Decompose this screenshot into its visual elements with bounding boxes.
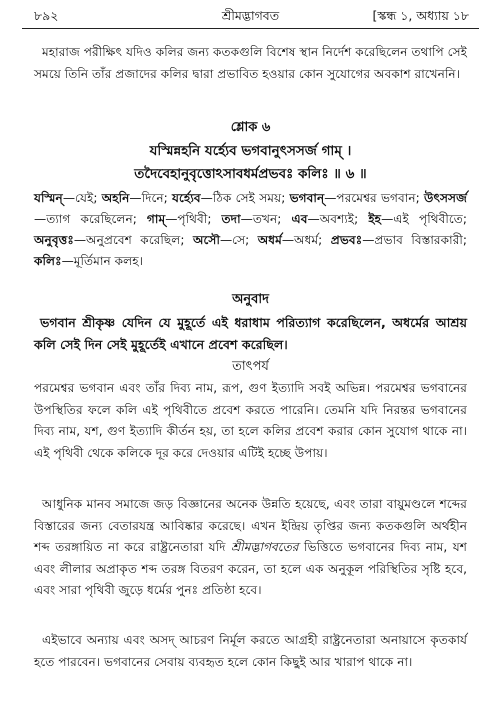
page-number: ৮৯২ <box>34 8 59 23</box>
synonym-meaning: —অনুপ্রবেশ করেছিল; <box>73 233 193 247</box>
chapter-reference: [স্কন্ধ ১, অধ্যায় ১৮ <box>372 8 469 23</box>
synonym-meaning: —সে; <box>219 233 258 247</box>
synonym-word: ইহ <box>368 212 382 226</box>
synonym-meaning: —প্রভাব বিস্তারকারী; <box>362 233 467 247</box>
translation-text: ভগবান শ্রীকৃষ্ণ যেদিন যে মুহূর্তে এই ধরাধাম পরিত্যাগ করেছিলেন, অধর্মের আশ্রয় কলি সেই দিন সেই মুহূর্তেই এখানে প্রবেশ করেছিল। <box>34 315 467 352</box>
purport-paragraph-2 <box>34 494 467 602</box>
synonym-word: কলিঃ <box>34 254 62 268</box>
synonym-word: অধর্ম <box>257 233 282 247</box>
synonym-meaning: —ঠিক সেই সময়; <box>200 191 290 205</box>
purport-paragraph-2-part-a: আধুনিক মানব সমাজে জড় বিজ্ঞানের অনেক উন্নতি হয়েছে, এবং তারা বায়ুমণ্ডলে শব্দের বিস্তারের জন্য বেতারযন্ত্র আবিষ্কার করেছে। এখন ইন্দ্রিয় তৃপ্তির জন্য কতকগুলি অর্থহীন শব্দ তরঙ্গায়িত না করে রাষ্ট্রনেতারা যদি <box>34 497 467 554</box>
header-divider <box>22 28 479 29</box>
book-title: শ্রীমদ্ভাগবত <box>221 8 280 23</box>
synonym-word: যর্হ্যেব <box>172 191 201 205</box>
bhagavatam-reference: শ্রীমদ্ভাগবতের <box>231 540 299 554</box>
synonym-word: তদা <box>221 212 241 226</box>
intro-paragraph: মহারাজ পরীক্ষিৎ যদিও কলির জন্য কতকগুলি বিশেষ স্থান নির্দেশ করেছিলেন তথাপি সেই সময়ে তিনি তাঁর প্রজাদের কলির দ্বারা প্রভাবিত হওয়ার কোন সুযোগের অবকাশ রাখেননি। <box>34 45 467 81</box>
synonym-meaning: —যেই; <box>62 191 102 205</box>
synonym-meaning: —পৃথিবী; <box>165 212 222 226</box>
synonym-meaning: —এই পৃথিবীতে; <box>381 212 468 226</box>
verse-line-1: যস্মিন্নহনি যর্হ্যেব ভগবানুৎসসর্জ গাম্ । <box>149 143 352 159</box>
synonym-word: যস্মিন্ <box>34 191 63 205</box>
synonym-word: প্রভবঃ <box>330 233 363 247</box>
synonym-word: অসৌ <box>192 233 220 247</box>
synonym-meaning: —ত্যাগ করেছিলেন; <box>34 212 147 226</box>
synonym-word: অহনি <box>101 191 130 205</box>
synonym-meaning: —দিনে; <box>129 191 173 205</box>
synonym-meaning: —তখন; <box>240 212 292 226</box>
translation-title: অনুবাদ <box>232 292 269 307</box>
synonyms-paragraph <box>34 188 467 272</box>
page-header <box>22 8 479 26</box>
synonym-meaning: —অধর্ম; <box>281 233 331 247</box>
purport-title: তাৎপর্য <box>232 359 269 374</box>
synonym-word: ভগবান্ <box>289 191 325 205</box>
purport-paragraph-2-part-b: ভিত্তিতে ভগবানের দিব্য নাম, যশ এবং লীলার অপ্রাকৃত শব্দ তরঙ্গ বিতরণ করেন, তা হলে এক অনুকূল পরিস্থিতির সৃষ্টি হবে, এবং সারা পৃথিবী জুড়ে ধর্মের পুনঃ প্রতিষ্ঠা হবে। <box>34 540 467 597</box>
synonym-meaning: —মূর্তিমান কলহ। <box>61 254 143 268</box>
synonym-meaning: —অবশ্যই; <box>307 212 369 226</box>
verse-line-2: তদৈবেহানুবৃত্তোঽসাবধর্মপ্রভবঃ কলিঃ ॥ ৬ ॥ <box>134 166 367 182</box>
synonym-word: অনুবৃত্তঃ <box>34 233 74 247</box>
verse-title: শ্লোক ৬ <box>230 120 271 135</box>
synonym-word: উৎসসর্জ <box>423 191 467 205</box>
purport-paragraph-3: এইভাবে অন্যায় এবং অসদ্ আচরণ নির্মূল করতে আগ্রহী রাষ্ট্রনেতারা অনায়াসে কৃতকার্য হতে পারবেন। ভগবানের সেবায় ব্যবহৃত হলে কোন কিছুই আর খারাপ থাকে না। <box>34 633 467 669</box>
synonym-meaning: —পরমেশ্বর ভগবান; <box>324 191 424 205</box>
synonym-word: গাম্ <box>146 212 166 226</box>
purport-paragraph-1: পরমেশ্বর ভগবান এবং তাঁর দিব্য নাম, রূপ, গুণ ইত্যাদি সবই অভিন্ন। পরমেশ্বর ভগবানের উপস্থিতির ফলে কলি এই পৃথিবীতে প্রবেশ করতে পারেনি। তেমনি যদি নিরন্তর ভগবানের দিব্য নাম, যশ, গুণ ইত্যাদি কীর্তন হয়, তা হলে কলির প্রবেশ করার কোন সুযোগ থাকে না। এই পৃথিবী থেকে কলিকে দূর করে দেওয়ার এটিই হচ্ছে উপায়। <box>34 381 467 460</box>
synonym-word: এব <box>291 212 308 226</box>
